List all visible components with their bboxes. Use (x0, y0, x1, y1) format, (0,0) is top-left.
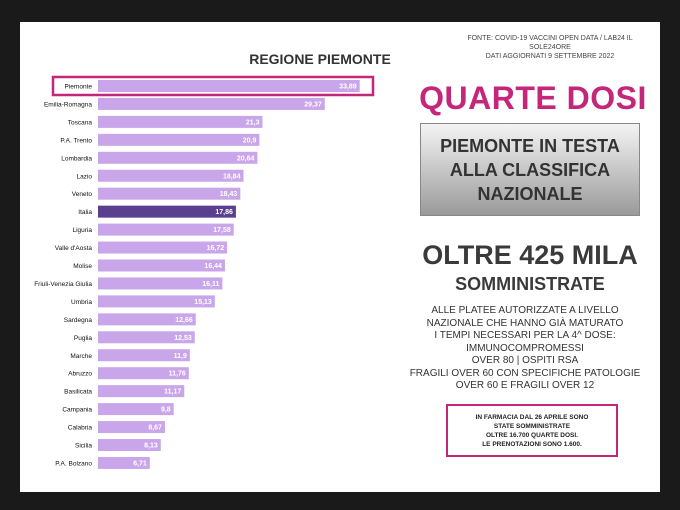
category-label: Lombardia (61, 155, 92, 163)
value-label: 17,58 (213, 227, 231, 235)
big-number: OLTRE 425 MILA (422, 240, 638, 270)
description (390, 305, 660, 393)
description-line: OVER 80 | OSPITI RSA (471, 355, 579, 366)
value-label: 16,11 (202, 280, 220, 288)
value-label: 29,37 (304, 101, 322, 109)
value-label: 18,84 (222, 173, 241, 181)
category-label: Calabria (67, 424, 92, 432)
category-label: Molise (73, 263, 92, 270)
value-label: 9,8 (160, 406, 171, 414)
value-label: 11,76 (168, 370, 186, 378)
category-label: Emilia-Romagna (43, 101, 92, 109)
value-label: 8,13 (144, 442, 158, 450)
headline: QUARTE DOSI (419, 80, 647, 116)
category-label: Lazio (76, 173, 92, 181)
value-label: 17,86 (215, 209, 233, 217)
bar (98, 170, 243, 182)
category-label: Sicilia (75, 442, 92, 450)
description-line: ALLE PLATEE AUTORIZZATE A LIVELLO (431, 305, 619, 316)
value-label: 6,71 (133, 460, 147, 468)
description-line: FRAGILI OVER 60 CON SPECIFICHE PATOLOGIE (409, 367, 641, 379)
pharmacy-note-line: IN FARMACIA DAL 26 APRILE SONO (475, 413, 589, 421)
category-label: Abruzzo (68, 370, 92, 378)
category-label: Piemonte (64, 83, 92, 91)
category-label: Toscana (67, 119, 92, 127)
callout-box (420, 123, 640, 216)
category-label: Puglia (73, 334, 92, 342)
bar-chart (20, 22, 400, 492)
value-label: 18,43 (219, 191, 238, 199)
value-label: 12,66 (175, 316, 193, 324)
pharmacy-note-box (446, 404, 618, 457)
value-label: 20,9 (242, 137, 257, 145)
description-line: IMMUNOCOMPROMESSI (466, 342, 584, 354)
pharmacy-note-line: STATE SOMMINISTRATE (493, 422, 571, 430)
value-label: 16,72 (206, 245, 225, 253)
value-label: 11,17 (164, 388, 182, 396)
value-label: 16,44 (204, 263, 222, 270)
value-label: 33,89 (339, 83, 357, 91)
category-label: Campania (62, 406, 92, 414)
slide (20, 22, 660, 492)
category-label: Basilicata (64, 388, 92, 396)
category-label: Friuli-Venezia Giulia (34, 280, 92, 288)
source-note (460, 34, 640, 61)
source-line-1: FONTE: COVID-19 VACCINI OPEN DATA / LAB24 IL SOLE24ORE (467, 35, 633, 51)
value-label: 21,3 (245, 119, 260, 127)
bar (98, 98, 325, 110)
value-label: 20,64 (236, 155, 255, 163)
pharmacy-note-line: OLTRE 16.700 QUARTE DOSI. (486, 431, 578, 439)
category-label: Sardegna (63, 316, 92, 324)
category-label: Marche (70, 352, 92, 360)
bar (98, 80, 360, 92)
chart-title: REGIONE PIEMONTE (249, 51, 391, 67)
category-label: Umbria (71, 298, 92, 306)
bar (98, 116, 262, 128)
category-label: P.A. Trento (60, 137, 92, 145)
callout-text: PIEMONTE IN TESTA ALLA CLASSIFICA NAZIONALE (440, 135, 620, 204)
description-line: NAZIONALE CHE HANNO GIÀ MATURATO (426, 317, 624, 329)
category-label: Valle d'Aosta (54, 245, 92, 253)
value-label: 15,13 (194, 298, 212, 306)
source-line-2: DATI AGGIORNATI 9 SETTEMBRE 2022 (485, 53, 615, 60)
bar (98, 152, 257, 164)
big-number-subtitle: SOMMINISTRATE (455, 274, 605, 294)
bar (98, 134, 259, 146)
value-label: 12,53 (174, 334, 192, 342)
value-label: 8,67 (148, 424, 162, 432)
value-label: 11,9 (173, 352, 187, 360)
category-label: P.A. Bolzano (55, 460, 92, 468)
category-label: Italia (78, 209, 92, 217)
pharmacy-note-line: LE PRENOTAZIONI SONO 1.600. (482, 440, 582, 448)
description-line: OVER 60 E FRAGILI OVER 12 (455, 380, 595, 391)
category-label: Liguria (72, 227, 92, 235)
category-label: Veneto (71, 191, 92, 199)
description-line: I TEMPI NECESSARI PER LA 4^ DOSE: (434, 330, 616, 341)
